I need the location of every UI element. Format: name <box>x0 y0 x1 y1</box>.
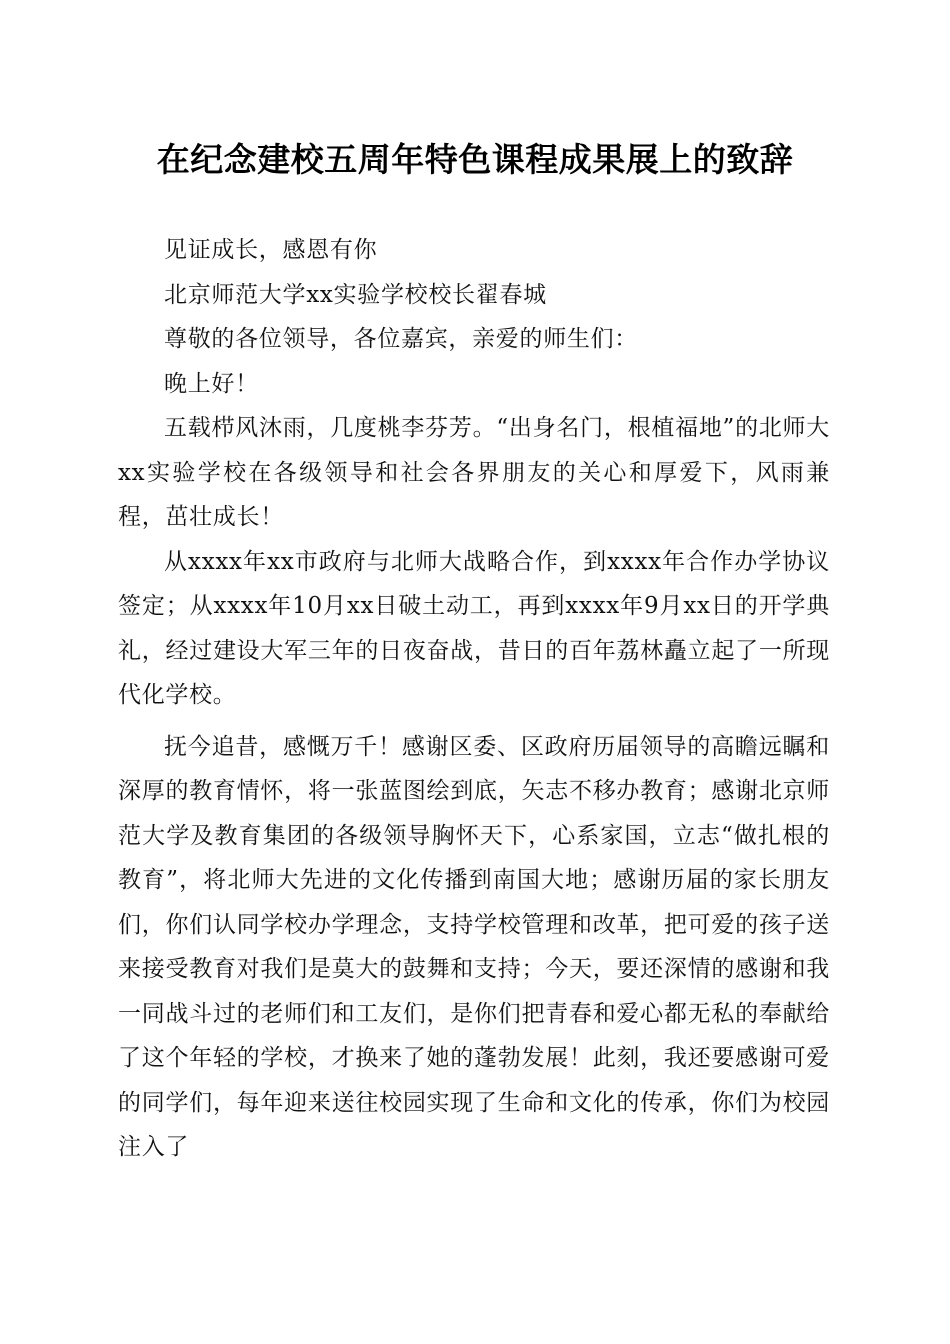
speech-subtitle: 见证成长，感恩有你 <box>164 237 378 263</box>
paragraph-thanks: 抚今追昔，感慨万千！感谢区委、区政府历届领导的高瞻远瞩和深厚的教育情怀，将一张蓝图绘到底，矢志不移办教育；感谢北京师范大学及教育集团的各级领导胸怀天下，心系家国，立志“做扎根的教育”，将北师大先进的文化传播到南国大地；感谢历届的家长朋友们，你们认同学校办学理念，支持学校管理和改革，把可爱的孩子送来接受教育对我们是莫大的鼓舞和支持；今天，要还深情的感谢和我一同战斗过的老师们和工友们，是你们把青春和爱心都无私的奉献给了这个年轻的学校，才换来了她的蓬勃发展！此刻，我还要感谢可爱的同学们，每年迎来送往校园实现了生命和文化的传承，你们为校园注入了 <box>118 733 830 1160</box>
greeting: 晚上好！ <box>164 370 259 397</box>
paragraph-history: 从xxxx年xx市政府与北师大战略合作，到xxxx年合作办学协议签定；从xxxx年10月xx日破土动工，再到xxxx年9月xx日的开学典礼，经过建设大军三年的日夜奋战，昔日的百年荔林矗立起了一所现代化学校。 <box>118 548 830 708</box>
paragraph-intro: 五载栉风沐雨，几度桃李芬芳。“出身名门，根植福地”的北师大xx实验学校在各级领导和社会各界朋友的关心和厚爱下，风雨兼程，茁壮成长！ <box>118 415 830 530</box>
document-title: 在纪念建校五周年特色课程成果展上的致辞 <box>156 140 794 179</box>
speaker-line: 北京师范大学xx实验学校校长翟春城 <box>164 281 547 308</box>
document-body <box>118 228 830 1170</box>
salutation: 尊敬的各位领导，各位嘉宾，亲爱的师生们： <box>164 326 638 352</box>
